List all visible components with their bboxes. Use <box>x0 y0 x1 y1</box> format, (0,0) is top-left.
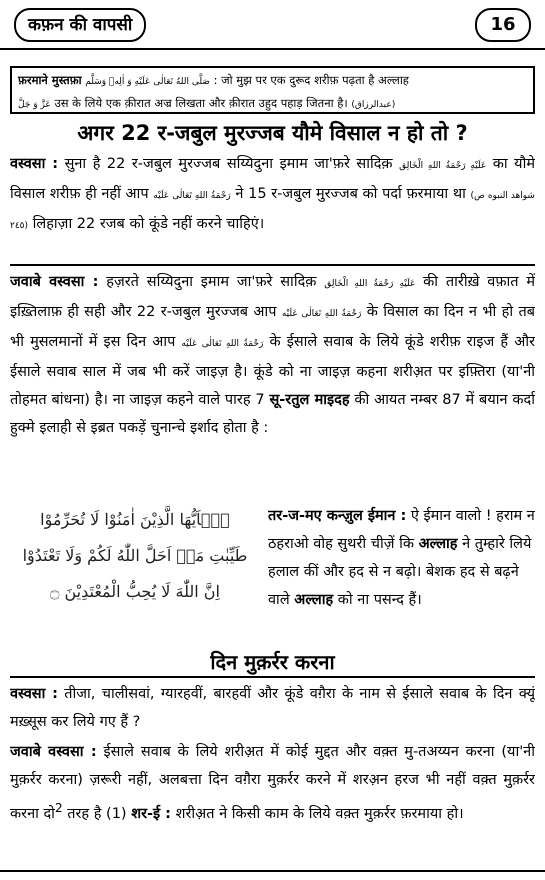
jawab1-honorific3: رَحْمَةُ اللهِ تَعَالٰى عَلَيْه <box>181 339 264 349</box>
jawab-paragraph-1 <box>10 268 535 498</box>
book-title: कफ़न की वापसी <box>14 8 146 42</box>
translation-text-c: को ना पसन्द हैं। <box>333 592 422 608</box>
jawab1-text-a: हज़रते सय्यिदुना इमाम जा'फ़रे सादिक़ <box>98 274 325 290</box>
jawab-paragraph-2 <box>10 738 535 850</box>
divine-arabic: عَزَّ وَ جَلَّ <box>18 100 51 110</box>
hadith-line2: उस के लिये एक क़ीरात अज्र लिखता और क़ीरात उहुद पहाड़ जितना है। <box>54 96 348 110</box>
quran-line-2: طَيِّبٰتِ مَاۤ اَحَلَّ اللّٰهُ لَكُمْ وَلَا تَعْتَدُوْا <box>22 546 248 565</box>
jawab1-text-b: की तारीख़े वफ़ात में इख़्तिलाफ़ ही सही और 22 र-जबुल मुरज्जब आप <box>10 274 535 320</box>
jawab2-label: जवाबे वस्वसा : <box>10 744 97 760</box>
hadith-source: (عبدالرزاق) <box>351 100 396 110</box>
waswasa1-citation: (شواهد النبوه ص ٢٤٥) <box>10 191 535 231</box>
allah-word-1: अल्लाह <box>418 536 458 552</box>
quran-line-3: اِنَّ اللّٰهَ لَا يُحِبُّ الْمُعْتَدِيْنَ ۝ <box>50 582 220 601</box>
jawab1-honorific: عَلَيْهِ رَحْمَةُ اللهِ الْخَالِق <box>324 279 416 289</box>
salutation-arabic: صَلَّى اللهُ تَعَالٰى عَلَيْهِ وَ اٰلِهٖ وَسَلَّم <box>85 77 210 87</box>
waswasa1-text-b: का यौमे विसाल शरीफ़ ही नहीं आप <box>10 156 535 202</box>
jawab2-text-b: तरह है (1) <box>62 805 132 822</box>
waswasa1-honorific2: رَحْمَةُ اللهِ تَعَالٰى عَلَيْه <box>153 191 231 201</box>
section-subheading: दिन मुक़र्रर करना <box>210 650 335 674</box>
main-heading: अगर 22 र-जबुल मुरज्जब यौमे विसाल न हो तो ? <box>77 121 468 145</box>
page-number: 16 <box>475 8 531 42</box>
waswasa2-label: वस्वसा : <box>10 686 58 702</box>
section-divider <box>10 264 535 266</box>
waswasa1-text-d: लिहाज़ा 22 रजब को कूंडे नहीं करने चाहिएं। <box>28 216 265 232</box>
hadith-line1: : जो मुझ पर एक दुरूद शरीफ़ पढ़ता है अल्लाह <box>213 73 409 87</box>
waswasa-paragraph-1 <box>10 150 535 262</box>
sharai-label: शर-ई : <box>131 805 171 822</box>
translation-text-b: ने तुम्हारे लिये हलाल कीं और हद से न बढ़ो। बेशक हद से बढ़ने वाले <box>268 536 532 608</box>
quran-verse <box>10 502 260 650</box>
quran-line-1: يٰۤاَيُّهَا الَّذِيْنَ اٰمَنُوْا لَا تُحَرِّمُوْا <box>40 510 230 529</box>
waswasa-paragraph-2 <box>10 680 535 736</box>
waswasa-label: वस्वसा : <box>10 156 59 172</box>
translation-paragraph <box>268 502 535 614</box>
jawab1-text-c: के विसाल का दिन न भी हो तब भी मुसलमानों में इस दिन आप <box>10 304 535 350</box>
hadith-box <box>10 66 535 114</box>
translation-label: तर-ज-मए कन्ज़ुल ईमान : <box>268 508 407 524</box>
jawab2-text-a: ईसाले सवाब के लिये शरीअ़त में कोई मुद्दत और वक़्त मु-तअय्यन करना (या'नी मुक़र्रर करना) ज़रूरी नहीं, अलबत्ता दिन वग़ैरा मुक़र्रर करने में शरअ़न हरज भी नहीं वक़्त मुक़र्रर करना दो <box>10 744 535 822</box>
waswasa1-text-c: ने 15 र-जबुल मुरज्जब को पर्दा फ़रमाया था <box>230 186 471 202</box>
jawab1-text-d: के ईसाले सवाब के लिये कूंडे शरीफ़ राइज हैं और ईसाले सवाब साल में जब भी करें जाइज़ है। कूंडे को ना जाइज़ कहना शरीअ़त पर इफ़्तिरा (या'नी तोहमत बांधना) है। ना जाइज़ कहने वाले पारह 7 <box>10 334 535 408</box>
translation-text-a: ऐ ईमान वालो ! हराम न ठहराओ वोह सुथरी चीज़ें कि <box>268 508 535 552</box>
subheading-divider <box>10 676 535 678</box>
jawab1-text-e: की आयत नम्बर 87 में बयान कर्दा हुक्मे इलाही से इब्रत पकड़ें चुनान्चे इर्शाद होता है : <box>10 392 535 436</box>
surah-name: सू-रतुल माइदह <box>269 392 350 408</box>
waswasa1-text-a: सुना है 22 र-जबुल मुरज्जब सय्यिदुना इमाम जा'फ़रे सादिक़ <box>58 156 400 172</box>
jawab-label: जवाबे वस्वसा : <box>10 274 99 290</box>
waswasa1-honorific: عَلَيْهِ رَحْمَةُ اللهِ الْخَالِق <box>399 161 487 171</box>
jawab1-honorific2: رَحْمَةُ اللهِ تَعَالٰى عَلَيْه <box>281 309 362 319</box>
allah-word-2: अल्लाह <box>294 592 334 608</box>
page-bottom-border <box>0 870 545 872</box>
hadith-label: फ़रमाने मुस्तफ़ा <box>18 73 82 87</box>
header-divider <box>0 48 545 50</box>
waswasa2-text: तीजा, चालीसवां, ग्यारहवीं, बारहवीं और कूंडे वग़ैरा के नाम से ईसाले सवाब के दिन क्यूं मख़्सूस कर लिये गए हैं ? <box>10 686 535 730</box>
jawab2-text-c: शरीअ़त ने किसी काम के लिये वक़्त मुक़र्रर फ़रमाया हो। <box>170 805 464 822</box>
jawab2-superscript: 2 <box>54 801 63 815</box>
